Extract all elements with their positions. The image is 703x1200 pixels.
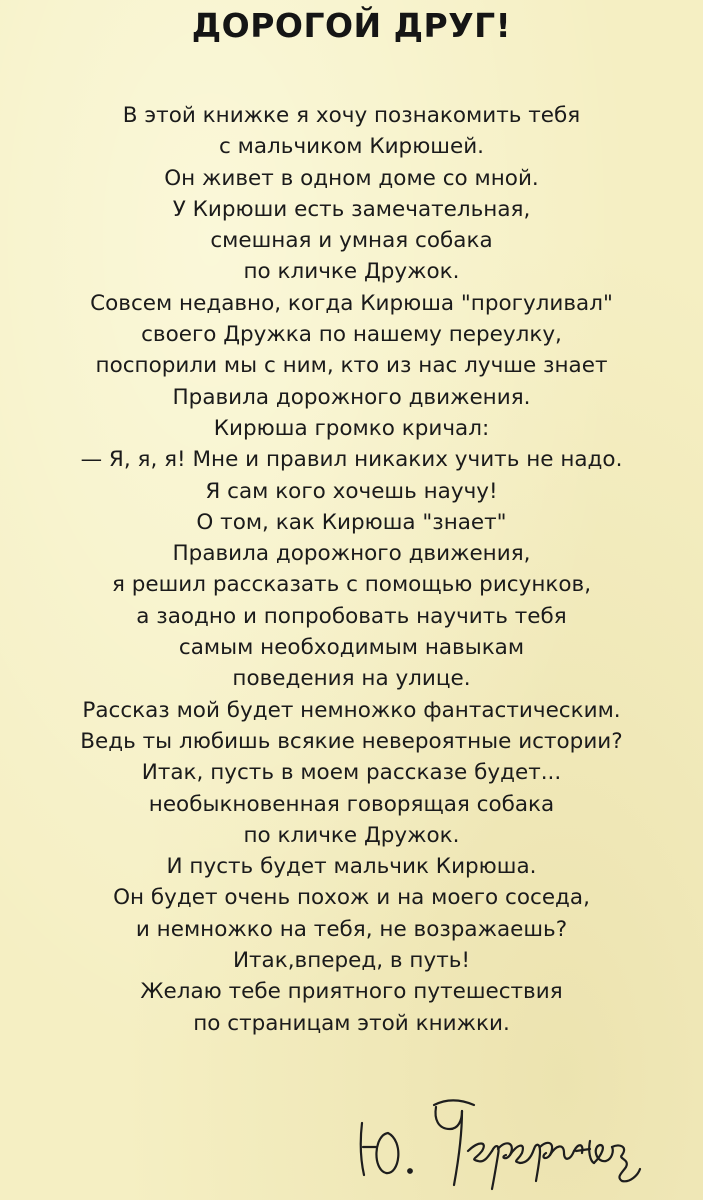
letter-line: Итак,вперед, в путь! bbox=[232, 948, 471, 974]
letter-line: по страницам этой книжки. bbox=[193, 1010, 510, 1036]
letter-line: И пусть будет мальчик Кирюша. bbox=[166, 854, 537, 880]
letter-line: Кирюша громко кричал: bbox=[213, 415, 490, 441]
page-title: ДОРОГОЙ ДРУГ! bbox=[191, 6, 512, 45]
letter-line: по кличке Дружок. bbox=[243, 259, 460, 285]
letter-line: Правила дорожного движения, bbox=[172, 541, 531, 567]
letter-line: самым необходимым навыкам bbox=[178, 635, 525, 661]
letter-line: своего Дружка по нашему переулку, bbox=[141, 322, 562, 348]
letter-line: Он будет очень похож и на моего соседа, bbox=[113, 885, 590, 911]
letter-line: смешная и умная собака bbox=[210, 228, 493, 254]
letter-body bbox=[0, 100, 703, 1039]
letter-line: У Кирюши есть замечательная, bbox=[172, 196, 531, 222]
letter-line: Желаю тебе приятного путешествия bbox=[140, 979, 563, 1005]
letter-line: — Я, я, я! Мне и правил никаких учить не надо. bbox=[80, 447, 623, 473]
letter-line: Рассказ мой будет немножко фантастическим. bbox=[82, 697, 621, 723]
letter-line: а заодно и попробовать научить тебя bbox=[136, 603, 567, 629]
letter-line: необыкновенная говорящая собака bbox=[148, 791, 555, 817]
letter-line: Совсем недавно, когда Кирюша "прогуливал" bbox=[90, 290, 613, 316]
letter-line: Ведь ты любишь всякие невероятные истории? bbox=[80, 728, 623, 754]
letter-line: я решил рассказать с помощью рисунков, bbox=[111, 572, 592, 598]
handwritten-signature bbox=[350, 1085, 650, 1195]
letter-line: поспорили мы с ним, кто из нас лучше знает bbox=[95, 353, 608, 379]
letter-line: Он живет в одном доме со мной. bbox=[164, 165, 539, 191]
letter-line: Я сам кого хочешь научу! bbox=[205, 478, 498, 504]
letter-line: В этой книжке я хочу познакомить тебя bbox=[122, 103, 581, 128]
letter-line: и немножко на тебя, не возражаешь? bbox=[135, 916, 568, 942]
letter-line: О том, как Кирюша "знает" bbox=[196, 509, 507, 535]
letter-line: с мальчиком Кирюшей. bbox=[218, 134, 485, 160]
letter-line: поведения на улице. bbox=[232, 666, 471, 692]
letter-line: по кличке Дружок. bbox=[243, 822, 460, 848]
letter-line: Итак, пусть в моем рассказе будет... bbox=[141, 760, 562, 786]
letter-line: Правила дорожного движения. bbox=[172, 384, 531, 410]
